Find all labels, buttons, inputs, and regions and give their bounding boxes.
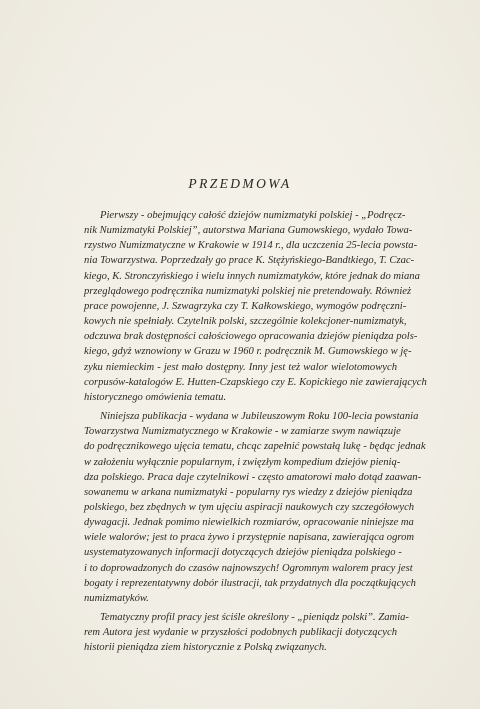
text-line: przeglądowego podręcznika numizmatyki polskiej nie pretendowały. Również <box>84 285 412 297</box>
body-paragraph <box>84 409 426 606</box>
text-line: dywagacji. Jednak pomimo niewielkich rozmiarów, opracowanie niniejsze ma <box>84 517 414 529</box>
text-line: Towarzystwa Numizmatycznego w Krakowie - w zamiarze swym nawiązuje <box>84 426 401 438</box>
text-line: i to doprowadzonych do czasów najnowszych! Ogromnym walorem pracy jest <box>84 562 413 574</box>
body-paragraph <box>84 208 427 405</box>
text-line: dza polskiego. Praca daje czytelnikowi - często amatorowi mało dotąd zaawan- <box>84 471 422 483</box>
text-line: Niniejsza publikacja - wydana w Jubileuszowym Roku 100-lecia powstania <box>100 411 419 423</box>
text-line: odczuwa brak dostępności całościowego opracowania dziejów pieniądza pols- <box>84 331 418 343</box>
text-line: bogaty i reprezentatywny dobór ilustracji, tak przydatnych dla początkujących <box>84 577 416 589</box>
text-line: Pierwszy - obejmujący całość dziejów numizmatyki polskiej - „Podręcz- <box>100 210 406 221</box>
page-title: PRZEDMOWA <box>188 176 292 191</box>
text-line: nia Towarzystwa. Poprzedzały go prace K. Stężyńskiego-Bandtkiego, T. Czac- <box>84 255 415 267</box>
text-line: historycznego omówienia tematu. <box>84 391 227 403</box>
text-line: kiego, K. Stronczyńskiego i wielu innych numizmatyków, które jednak do miana <box>84 270 420 282</box>
text-line: rem Autora jest wydanie w przyszłości podobnych publikacji dotyczących <box>84 627 397 639</box>
text-line: w założeniu wyłącznie popularnym, i zwięzłym kompedium dziejów pienią- <box>84 456 401 468</box>
text-line: polskiego, bez zbędnych w tym ujęciu aspiracji naukowych czy szczegółowych <box>84 501 415 513</box>
text-line: do podręcznikowego ujęcia tematu, chcąc zapełnić powstałą lukę - będąc jednak <box>84 441 426 453</box>
text-line: kowych nie spełniały. Czytelnik polski, szczególnie kolekcjoner-numizmatyk, <box>84 316 407 328</box>
text-line: numizmatyków. <box>84 592 149 604</box>
text-line: sowanemu w arkana numizmatyki - popularny rys wiedzy z dziejów pieniądza <box>84 486 413 498</box>
body-paragraph <box>84 610 409 655</box>
text-line: wiele walorów; jest to praca żywo i przystępnie napisana, zawierająca ogrom <box>84 532 415 544</box>
text-line: historii pieniądza ziem historycznie z Polską związanych. <box>84 642 327 654</box>
text-line: nik Numizmatyki Polskiej”, autorstwa Mariana Gumowskiego, wydało Towa- <box>84 225 413 237</box>
text-line: usystematyzowanych informacji dotyczących dziejów pieniądza polskiego - <box>84 547 402 559</box>
text-line: prace powojenne, J. Szwagrzyka czy T. Kałkowskiego, wymogów podręczni- <box>84 300 407 312</box>
text-line: corpusów-katalogów E. Hutten-Czapskiego czy E. Kopickiego nie zawierających <box>84 376 427 388</box>
text-line: kiego, gdyż wznowiony w Grazu w 1960 r. podręcznik M. Gumowskiego w ję- <box>84 346 412 358</box>
text-line: Tematyczny profil pracy jest ściśle określony - „pieniądz polski”. Zamia- <box>100 612 409 624</box>
text-line: rzystwo Numizmatyczne w Krakowie w 1914 r., dla uczczenia 25-lecia powsta- <box>84 240 418 252</box>
text-line: zyku niemieckim - jest mało dostępny. Inny jest też walor wielotomowych <box>84 361 397 373</box>
document-body <box>84 208 427 660</box>
